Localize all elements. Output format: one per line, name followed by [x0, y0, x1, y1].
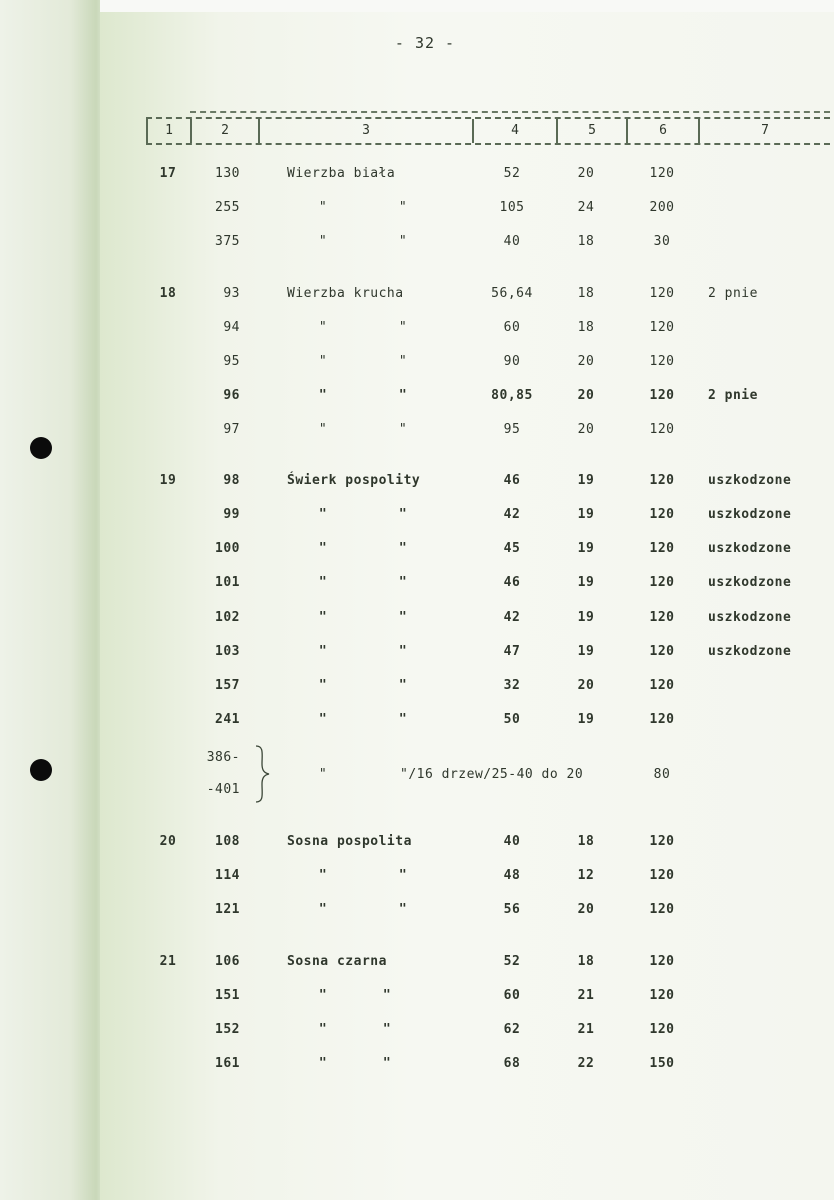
row-col4: 40	[503, 234, 521, 249]
row-col6: 120	[649, 954, 675, 969]
row-species: Wierzba biała	[287, 166, 396, 181]
row-col6: 120	[649, 1022, 675, 1037]
row-group-number: 19	[159, 473, 177, 488]
row-species: Wierzba krucha	[287, 286, 404, 301]
row-ditto-mark: "	[398, 575, 408, 590]
row-ditto-mark: "	[398, 678, 408, 693]
row-col5: 20	[577, 388, 595, 403]
row-ditto-mark: "	[398, 422, 408, 437]
table-row	[0, 318, 834, 338]
row-col5: 20	[577, 678, 595, 693]
row-col6: 120	[649, 388, 675, 403]
row-col4: 32	[503, 678, 521, 693]
table-row	[0, 676, 834, 696]
row-col6: 120	[649, 678, 675, 693]
row-col6: 150	[649, 1056, 675, 1071]
row-tree-number: 99	[223, 507, 240, 522]
row-col5: 19	[577, 507, 595, 522]
row-col4: 40	[503, 834, 521, 849]
row-tree-number: 152	[215, 1022, 240, 1037]
row-col4: 60	[503, 988, 521, 1003]
table-row	[0, 386, 834, 406]
punch-hole-upper	[30, 437, 52, 459]
header-col-1: 1	[146, 119, 190, 143]
row-ditto-mark: "	[318, 320, 328, 335]
row-tree-number: 108	[215, 834, 240, 849]
table-row	[0, 352, 834, 372]
row-col5: 12	[577, 868, 595, 883]
row-ditto-mark: "	[318, 902, 328, 917]
row-col4: 95	[503, 422, 521, 437]
row-col5: 19	[577, 712, 595, 727]
table-row	[0, 710, 834, 730]
row-col6: 120	[649, 422, 675, 437]
row-ditto-mark: "	[398, 354, 408, 369]
row-col4: 42	[503, 610, 521, 625]
row-col6: 30	[653, 234, 671, 249]
page-number: - 32 -	[394, 34, 456, 52]
row-ditto-mark: "	[318, 644, 328, 659]
row-col5: 19	[577, 541, 595, 556]
row-col5: 18	[577, 286, 595, 301]
row-col6: 80	[653, 767, 671, 782]
row-tree-number: 97	[223, 422, 240, 437]
row-ditto-mark: "	[318, 354, 328, 369]
table-row	[0, 952, 834, 972]
row-col5: 19	[577, 644, 595, 659]
row-group-number: 21	[159, 954, 177, 969]
top-edge	[0, 0, 834, 12]
row-col6: 200	[649, 200, 675, 215]
row-col4: 52	[503, 954, 521, 969]
row-col4: 46	[503, 473, 521, 488]
row-tree-number: 255	[215, 200, 240, 215]
row-col4: 45	[503, 541, 521, 556]
row-col6: 120	[649, 988, 675, 1003]
table-row	[0, 164, 834, 184]
table-row	[0, 866, 834, 886]
row-tree-number: 106	[215, 954, 240, 969]
table-row	[0, 505, 834, 525]
row-col6: 120	[649, 610, 675, 625]
row-group-number: 17	[159, 166, 177, 181]
row-ditto-mark: "	[318, 575, 328, 590]
row-col4: 68	[503, 1056, 521, 1071]
row-col6: 120	[649, 507, 675, 522]
row-tree-number: 96	[223, 388, 240, 403]
row-col4: 105	[499, 200, 525, 215]
row-col5: 20	[577, 422, 595, 437]
row-col5: 20	[577, 902, 595, 917]
table-row	[0, 986, 834, 1006]
row-col4: 47	[503, 644, 521, 659]
row-ditto-mark: "	[318, 1022, 328, 1037]
row-col5: 21	[577, 1022, 595, 1037]
row-col5: 18	[577, 234, 595, 249]
header-col-7: 7	[698, 119, 830, 143]
row-tree-number: 94	[223, 320, 240, 335]
row-ditto-mark: "	[318, 610, 328, 625]
row-col4: 42	[503, 507, 521, 522]
header-col-3: 3	[258, 119, 472, 143]
row-col5: 18	[577, 954, 595, 969]
header-col-2: 2	[190, 119, 258, 143]
row-col4: 62	[503, 1022, 521, 1037]
table-row	[0, 232, 834, 252]
row-ditto-mark: "	[398, 712, 408, 727]
table-row	[0, 420, 834, 440]
row-ditto-mark: "	[318, 678, 328, 693]
row-ditto-mark: "	[398, 644, 408, 659]
header-rule	[190, 111, 830, 113]
row-remarks: uszkodzone	[708, 541, 792, 556]
row-col6: 120	[649, 868, 675, 883]
row-ditto-mark: "	[318, 200, 328, 215]
row-ditto-mark: "	[318, 234, 328, 249]
table-row	[0, 471, 834, 491]
row-ditto-mark: "	[398, 610, 408, 625]
row-col5: 22	[577, 1056, 595, 1071]
row-col4: 46	[503, 575, 521, 590]
row-col4: 56	[503, 902, 521, 917]
row-col6: 120	[649, 834, 675, 849]
row-col4: 48	[503, 868, 521, 883]
row-remarks: 2 pnie	[708, 286, 758, 301]
row-remarks: uszkodzone	[708, 610, 792, 625]
row-ditto-mark: "	[382, 1056, 392, 1071]
row-tree-number-to: -401	[206, 782, 240, 797]
row-ditto-mark: "	[398, 234, 408, 249]
row-tree-number: 161	[215, 1056, 240, 1071]
row-ditto-mark: "	[318, 541, 328, 556]
row-col4: 90	[503, 354, 521, 369]
row-species: Świerk pospolity	[287, 473, 421, 488]
row-col6: 120	[649, 320, 675, 335]
row-ditto-mark: "	[398, 200, 408, 215]
row-col5: 19	[577, 610, 595, 625]
row-col5: 20	[577, 166, 595, 181]
row-col6: 120	[649, 473, 675, 488]
row-ditto-mark: "	[318, 767, 328, 782]
row-group-number: 20	[159, 834, 177, 849]
row-ditto-mark: "	[398, 388, 408, 403]
row-species: Sosna pospolita	[287, 834, 412, 849]
table-row	[0, 642, 834, 662]
row-col6: 120	[649, 541, 675, 556]
row-col5: 20	[577, 354, 595, 369]
header-col-5: 5	[556, 119, 626, 143]
table-row	[0, 284, 834, 304]
row-ditto-mark: "	[398, 507, 408, 522]
row-remarks: uszkodzone	[708, 575, 792, 590]
row-ditto-mark: "	[382, 988, 392, 1003]
row-col5: 24	[577, 200, 595, 215]
row-tree-number: 98	[223, 473, 240, 488]
table-row	[0, 573, 834, 593]
row-col5: 21	[577, 988, 595, 1003]
row-ditto-mark: "	[318, 988, 328, 1003]
row-ditto-mark: "	[318, 422, 328, 437]
table-row	[0, 832, 834, 852]
row-col4: 80,85	[491, 388, 533, 403]
row-tree-number: 121	[215, 902, 240, 917]
table-row	[0, 1020, 834, 1040]
row-tree-number: 375	[215, 234, 240, 249]
row-col6: 120	[649, 902, 675, 917]
row-col6: 120	[649, 354, 675, 369]
row-col6: 120	[649, 712, 675, 727]
row-tree-number: 241	[215, 712, 240, 727]
row-ditto-mark: "	[318, 712, 328, 727]
row-col4: 52	[503, 166, 521, 181]
row-col4: 60	[503, 320, 521, 335]
row-col6: 120	[649, 644, 675, 659]
row-tree-number: 102	[215, 610, 240, 625]
row-ditto-mark: "	[398, 902, 408, 917]
table-row	[0, 900, 834, 920]
row-col5: 18	[577, 834, 595, 849]
row-tree-number: 114	[215, 868, 240, 883]
table-row	[0, 1054, 834, 1074]
row-tree-number: 157	[215, 678, 240, 693]
row-col6: 120	[649, 166, 675, 181]
group-note: "/16 drzew/25-40 do 20	[400, 767, 584, 782]
row-tree-number: 100	[215, 541, 240, 556]
row-ditto-mark: "	[382, 1022, 392, 1037]
row-ditto-mark: "	[398, 320, 408, 335]
row-col6: 120	[649, 575, 675, 590]
row-ditto-mark: "	[318, 1056, 328, 1071]
row-tree-number: 103	[215, 644, 240, 659]
row-tree-number-from: 386-	[206, 750, 240, 765]
table-row	[0, 198, 834, 218]
row-col5: 18	[577, 320, 595, 335]
row-col4: 50	[503, 712, 521, 727]
row-remarks: uszkodzone	[708, 507, 792, 522]
row-col4: 56,64	[491, 286, 533, 301]
row-tree-number: 130	[215, 166, 240, 181]
row-ditto-mark: "	[318, 507, 328, 522]
table-header	[146, 117, 830, 145]
row-col5: 19	[577, 473, 595, 488]
row-col5: 19	[577, 575, 595, 590]
row-tree-number: 151	[215, 988, 240, 1003]
row-ditto-mark: "	[318, 868, 328, 883]
row-col6: 120	[649, 286, 675, 301]
header-col-6: 6	[626, 119, 698, 143]
row-species: Sosna czarna	[287, 954, 387, 969]
row-tree-number: 93	[223, 286, 240, 301]
row-ditto-mark: "	[398, 541, 408, 556]
row-ditto-mark: "	[398, 868, 408, 883]
row-remarks: uszkodzone	[708, 473, 792, 488]
table-row	[0, 539, 834, 559]
row-ditto-mark: "	[318, 388, 328, 403]
row-tree-number: 101	[215, 575, 240, 590]
header-col-4: 4	[472, 119, 556, 143]
table-row	[0, 608, 834, 628]
row-group-number: 18	[159, 286, 177, 301]
row-tree-number: 95	[223, 354, 240, 369]
row-remarks: uszkodzone	[708, 644, 792, 659]
row-remarks: 2 pnie	[708, 388, 758, 403]
